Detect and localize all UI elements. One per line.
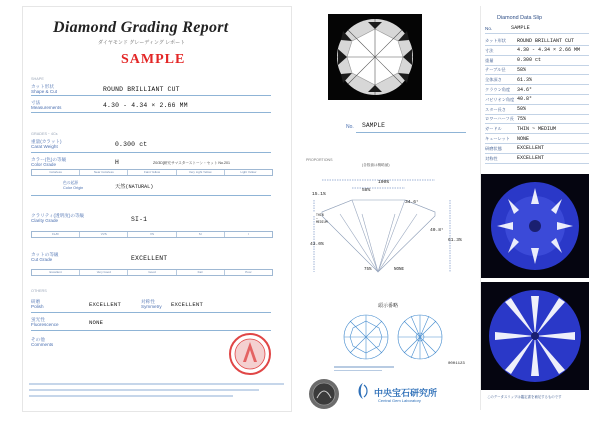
color-scale-step: Light Yellow xyxy=(240,170,257,174)
sample-stamp: SAMPLE xyxy=(121,52,186,67)
girdle-label: THIN ~ MEDIUM xyxy=(316,213,328,225)
cut-scale-step: Good xyxy=(128,270,176,275)
slip-row-rule xyxy=(485,45,589,46)
report-subtitle: ダイヤモンド グレーディング レポート xyxy=(98,40,186,46)
slip-footer-note: このデータスリップは鑑定書を補足するものです xyxy=(487,395,562,399)
slip-row-label: テーブル径 xyxy=(485,67,506,73)
clarity-scale-step: VS xyxy=(128,232,176,237)
slip-row-value: 61.3% xyxy=(517,76,533,83)
slip-row-label: 対称性 xyxy=(485,155,498,161)
plot-title: 頭示番略 xyxy=(378,303,399,309)
cut-scale xyxy=(31,269,273,276)
lab-name-en: Central Gem Laboratory xyxy=(378,398,421,403)
plot-fine-print xyxy=(334,364,394,376)
rule xyxy=(356,132,466,133)
crown-angle: 34.6° xyxy=(405,200,419,205)
color-value: H xyxy=(115,159,120,166)
slip-row-label: スター長さ xyxy=(485,106,506,112)
clarity-scale-step: VVS xyxy=(80,232,128,237)
fluorescence-value: NONE xyxy=(89,319,104,326)
fluorescence-label: 蛍光性 Fluorescence xyxy=(31,317,59,327)
slip-row-label: カット形状 xyxy=(485,38,506,43)
perfect-grade-seal xyxy=(228,332,272,376)
serial-number: 0001123 xyxy=(448,362,465,366)
report-title: Diamond Grading Report xyxy=(53,19,229,36)
cut-scale-step: Very Good xyxy=(80,270,128,275)
slip-row-rule xyxy=(485,94,589,95)
no-label: No. xyxy=(346,124,354,130)
color-scale-step: Faint Yellow xyxy=(128,170,176,175)
no-value: SAMPLE xyxy=(362,122,386,129)
proportions-label: PROPORTIONS xyxy=(306,158,333,162)
diamond-photo-top xyxy=(328,14,422,100)
pavilion-angle: 40.8° xyxy=(430,228,444,233)
clarity-scale-step: FL/IF xyxy=(32,232,80,237)
slip-row-label: ロワーハーフ長 xyxy=(485,116,514,122)
slip-row-label: ガードル xyxy=(485,126,502,132)
slip-row-label: 重量 xyxy=(485,57,494,63)
pavilion-depth: 43.0% xyxy=(310,242,324,247)
slip-row-rule xyxy=(485,153,589,154)
rule xyxy=(31,95,271,96)
cut-value: EXCELLENT xyxy=(131,255,168,262)
slip-row-label: 研磨状態 xyxy=(485,145,502,151)
shape-value: ROUND BRILLIANT CUT xyxy=(103,86,180,93)
slip-row-value: ROUND BRILLIANT CUT xyxy=(517,37,575,44)
carat-value: 0.300 ct xyxy=(115,141,148,148)
diamond-photo-arrows xyxy=(481,282,589,390)
slip-row-value: EXCELLENT xyxy=(517,155,545,162)
color-origin-value: 天然(NATURAL) xyxy=(115,184,154,190)
slip-no-value: SAMPLE xyxy=(511,25,530,31)
slip-row-value: EXCELLENT xyxy=(517,145,545,152)
section-others: OTHERS xyxy=(31,289,47,293)
slip-row-value: 58% xyxy=(517,66,527,73)
slip-row-rule xyxy=(485,163,589,164)
slip-row-rule xyxy=(485,123,589,124)
rule xyxy=(31,195,271,196)
rule xyxy=(31,112,271,113)
slip-row-label: クラウン角度 xyxy=(485,87,511,92)
slip-row-value: THIN ~ MEDIUM xyxy=(517,125,557,132)
rule xyxy=(31,330,271,331)
slip-row-label: 全体深さ xyxy=(485,77,502,83)
color-origin-label: 色の起源 Color Origin xyxy=(63,181,84,190)
polish-label: 研磨 Polish xyxy=(31,299,44,309)
total-depth: 61.3% xyxy=(448,238,462,243)
report-middle xyxy=(298,6,482,410)
clarity-value: SI-1 xyxy=(131,216,148,223)
slip-row-rule xyxy=(485,84,589,85)
color-scale-step: Colorless xyxy=(32,170,80,175)
rule xyxy=(31,152,271,153)
slip-row-rule xyxy=(485,133,589,134)
section-shape: SHAPE xyxy=(31,77,44,81)
rule xyxy=(485,33,589,34)
cut-scale-step: Excellent xyxy=(32,270,80,275)
hearts-pattern-icon xyxy=(481,174,589,278)
color-note: Z0/3D[研究サマスターストーン・セット No.201 xyxy=(153,161,231,165)
carat-label: 重量(カラット) Carat Weight xyxy=(31,139,62,149)
measurements-label: 寸法 Measurements xyxy=(31,100,62,110)
slip-row-value: 0.300 ct xyxy=(517,57,542,64)
slip-row-rule xyxy=(485,143,589,144)
grading-report xyxy=(22,6,292,412)
color-scale xyxy=(31,169,273,176)
color-scale-step: Very Light Yellow xyxy=(177,170,225,175)
cut-scale-step: Poor xyxy=(245,270,252,274)
slip-no-label: No. xyxy=(485,26,493,31)
comments-label: その他 Comments xyxy=(31,337,54,347)
slip-row-rule xyxy=(485,55,589,56)
slip-row-value: 75% xyxy=(517,115,527,122)
data-slip xyxy=(480,6,593,410)
slip-row-value: NONE xyxy=(517,135,530,142)
lab-name-jp: 中央宝石研究所 xyxy=(374,388,438,398)
slip-row-rule xyxy=(485,74,589,75)
depth-total: 100% xyxy=(378,180,390,185)
lab-logo-icon xyxy=(356,382,370,400)
arrows-pattern-icon xyxy=(481,282,589,390)
table-pct: 58% xyxy=(362,188,371,193)
slip-row-label: 寸法 xyxy=(485,47,494,53)
data-slip-title: Diamond Data Slip xyxy=(497,15,542,21)
shape-label: カット形状 Shape & Cut xyxy=(31,84,58,94)
slip-row-rule xyxy=(485,65,589,66)
cut-label: カットの等級 Cut Grade xyxy=(31,252,59,262)
symmetry-value: EXCELLENT xyxy=(171,301,204,308)
slip-row-label: パビリオン角度 xyxy=(485,96,515,102)
slip-row-rule xyxy=(485,104,589,105)
crown-height: 15.1% xyxy=(312,192,326,197)
diagram-note: (各数値は概略値) xyxy=(362,163,390,167)
diamond-top-icon xyxy=(328,14,422,100)
footer-fine-print xyxy=(29,379,284,405)
clarity-scale-step: I xyxy=(247,232,249,236)
color-scale-step: Near Colorless xyxy=(80,170,128,175)
proportion-diagram xyxy=(310,170,475,280)
rule xyxy=(31,312,271,313)
section-grades: GRADES・4Cs xyxy=(31,132,58,136)
color-label: カラー(色)の等級 Color Grade xyxy=(31,157,67,167)
diamond-photo-hearts xyxy=(481,174,589,278)
slip-row-value: 34.6° xyxy=(517,86,533,93)
girdle-pct: 75% xyxy=(364,268,372,272)
symmetry-label: 対称性 Symmetry xyxy=(141,299,162,309)
slip-row-value: 50% xyxy=(517,106,527,113)
cut-scale-step: Fair xyxy=(177,270,225,275)
hologram-seal xyxy=(308,378,340,410)
slip-row-value: 40.8° xyxy=(517,96,533,103)
clarity-scale xyxy=(31,231,273,238)
measurements-value: 4.30 - 4.34 × 2.66 MM xyxy=(103,102,188,109)
slip-row-label: キューレット xyxy=(485,136,510,141)
slip-row-value: 4.30 - 4.34 × 2.66 MM xyxy=(517,47,581,54)
clarity-plot xyxy=(338,312,450,362)
clarity-scale-step: SI xyxy=(177,232,225,237)
polish-value: EXCELLENT xyxy=(89,301,122,308)
clarity-label: クラリティ(透明度)の等級 Clarity Grade xyxy=(31,213,85,223)
culet-value: NONE xyxy=(394,268,405,272)
slip-row-rule xyxy=(485,114,589,115)
